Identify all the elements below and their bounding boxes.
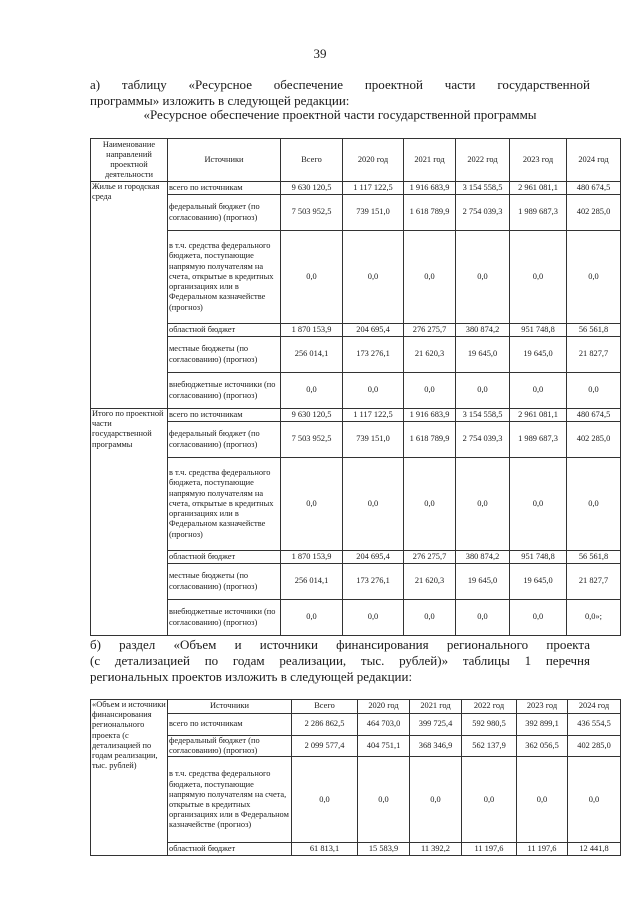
table-row [91, 564, 621, 600]
financing-table [90, 699, 621, 856]
value-cell: 21 827,7 [567, 564, 621, 600]
value-cell: 2 961 081,1 [510, 409, 567, 422]
value-cell: 61 813,1 [292, 843, 358, 856]
value-cell: 402 285,0 [568, 736, 621, 757]
value-cell: 276 275,7 [404, 324, 456, 337]
paragraph-line: региональных проектов изложить в следующей редакции: [90, 669, 413, 684]
value-cell: 480 674,5 [567, 409, 621, 422]
source-cell: областной бюджет [168, 843, 292, 856]
value-cell: 9 630 120,5 [281, 409, 343, 422]
value-cell: 204 695,4 [343, 324, 404, 337]
value-cell: 2 754 039,3 [456, 195, 510, 231]
value-cell: 173 276,1 [343, 564, 404, 600]
paragraph-line: а) таблицу «Ресурсное обеспечение проектной части государственной [90, 77, 590, 92]
value-cell: 0,0 [510, 600, 567, 636]
value-cell: 19 645,0 [456, 337, 510, 373]
source-cell: всего по источникам [168, 182, 281, 195]
column-header: 2021 год [410, 700, 462, 714]
column-header: 2024 год [567, 139, 621, 182]
value-cell: 256 014,1 [281, 564, 343, 600]
paragraph-b [90, 637, 590, 685]
value-cell: 0,0 [343, 231, 404, 324]
source-cell: местные бюджеты (по согласованию) (прогноз) [168, 337, 281, 373]
value-cell: 1 117 122,5 [343, 182, 404, 195]
table-row [91, 409, 621, 422]
value-cell: 1 870 153,9 [281, 551, 343, 564]
value-cell: 1 618 789,9 [404, 195, 456, 231]
value-cell: 1 618 789,9 [404, 422, 456, 458]
source-cell: областной бюджет [168, 551, 281, 564]
column-header: Источники [168, 139, 281, 182]
value-cell: 1 870 153,9 [281, 324, 343, 337]
column-header: 2021 год [404, 139, 456, 182]
value-cell: 11 392,2 [410, 843, 462, 856]
value-cell: 2 754 039,3 [456, 422, 510, 458]
value-cell: 402 285,0 [567, 195, 621, 231]
direction-cell: Итого по проектной части государственной программы [91, 409, 168, 636]
value-cell: 0,0 [343, 373, 404, 409]
value-cell: 1 916 683,9 [404, 409, 456, 422]
table-row [91, 324, 621, 337]
value-cell: 12 441,8 [568, 843, 621, 856]
value-cell: 739 151,0 [343, 422, 404, 458]
value-cell: 392 899,1 [517, 714, 568, 736]
value-cell: 0,0 [404, 231, 456, 324]
value-cell: 562 137,9 [462, 736, 517, 757]
source-cell: в т.ч. средства федерального бюджета, поступающие напрямую получателям на счета, открытые в кредитных организациях или в Федеральном казначействе (прогноз) [168, 231, 281, 324]
value-cell: 0,0»; [567, 600, 621, 636]
column-header: 2023 год [510, 139, 567, 182]
source-cell: областной бюджет [168, 324, 281, 337]
value-cell: 15 583,9 [358, 843, 410, 856]
resource-table [90, 138, 621, 636]
source-cell: в т.ч. средства федерального бюджета, поступающие напрямую получателям на счета, открытые в кредитных организациях или в Федеральном казначействе (прогноз) [168, 757, 292, 843]
value-cell: 402 285,0 [567, 422, 621, 458]
source-cell: внебюджетные источники (по согласованию) (прогноз) [168, 600, 281, 636]
table-row [91, 551, 621, 564]
value-cell: 56 561,8 [567, 324, 621, 337]
column-header: 2023 год [517, 700, 568, 714]
value-cell: 436 554,5 [568, 714, 621, 736]
source-cell: внебюджетные источники (по согласованию) (прогноз) [168, 373, 281, 409]
table-row [91, 714, 621, 736]
source-cell: всего по источникам [168, 714, 292, 736]
value-cell: 404 751,1 [358, 736, 410, 757]
value-cell: 0,0 [410, 757, 462, 843]
column-header: Всего [281, 139, 343, 182]
source-cell: местные бюджеты (по согласованию) (прогноз) [168, 564, 281, 600]
value-cell: 19 645,0 [456, 564, 510, 600]
table-caption: «Ресурсное обеспечение проектной части государственной программы [143, 107, 537, 122]
value-cell: 256 014,1 [281, 337, 343, 373]
value-cell: 0,0 [343, 458, 404, 551]
value-cell: 0,0 [404, 600, 456, 636]
table-row [91, 195, 621, 231]
paragraph-line: б) раздел «Объем и источники финансирования регионального проекта [90, 637, 590, 652]
value-cell: 21 620,3 [404, 564, 456, 600]
value-cell: 380 874,2 [456, 551, 510, 564]
value-cell: 0,0 [281, 458, 343, 551]
value-cell: 0,0 [292, 757, 358, 843]
value-cell: 739 151,0 [343, 195, 404, 231]
value-cell: 1 989 687,3 [510, 195, 567, 231]
value-cell: 3 154 558,5 [456, 409, 510, 422]
value-cell: 2 961 081,1 [510, 182, 567, 195]
value-cell: 0,0 [510, 231, 567, 324]
value-cell: 204 695,4 [343, 551, 404, 564]
table-row [91, 757, 621, 843]
value-cell: 362 056,5 [517, 736, 568, 757]
direction-cell: Жилье и городская среда [91, 182, 168, 409]
table-row [91, 231, 621, 324]
table-row [91, 600, 621, 636]
column-header: 2022 год [456, 139, 510, 182]
table-header-row [91, 700, 621, 714]
value-cell: 1 117 122,5 [343, 409, 404, 422]
value-cell: 173 276,1 [343, 337, 404, 373]
value-cell: 380 874,2 [456, 324, 510, 337]
column-header: Всего [292, 700, 358, 714]
column-header: 2022 год [462, 700, 517, 714]
paragraph-a [90, 77, 590, 109]
value-cell: 19 645,0 [510, 337, 567, 373]
column-header: 2020 год [358, 700, 410, 714]
value-cell: 0,0 [510, 373, 567, 409]
value-cell: 0,0 [281, 373, 343, 409]
value-cell: 592 980,5 [462, 714, 517, 736]
value-cell: 0,0 [462, 757, 517, 843]
value-cell: 0,0 [281, 231, 343, 324]
column-header: 2024 год [568, 700, 621, 714]
value-cell: 3 154 558,5 [456, 182, 510, 195]
value-cell: 11 197,6 [517, 843, 568, 856]
value-cell: 2 099 577,4 [292, 736, 358, 757]
value-cell: 9 630 120,5 [281, 182, 343, 195]
table-row [91, 337, 621, 373]
value-cell: 21 827,7 [567, 337, 621, 373]
value-cell: 7 503 952,5 [281, 422, 343, 458]
value-cell: 276 275,7 [404, 551, 456, 564]
page-number: 39 [313, 46, 327, 61]
column-header: 2020 год [343, 139, 404, 182]
value-cell: 0,0 [510, 458, 567, 551]
source-cell: федеральный бюджет (по согласованию) (прогноз) [168, 422, 281, 458]
section-label-cell: «Объем и источники финансирования регионального проекта (с детализацией по годам реализации, тыс. рублей) [91, 700, 168, 856]
value-cell: 0,0 [456, 600, 510, 636]
value-cell: 1 916 683,9 [404, 182, 456, 195]
paragraph-line: программы» изложить в следующей редакции: [90, 93, 350, 108]
table-row [91, 736, 621, 757]
value-cell: 0,0 [404, 458, 456, 551]
value-cell: 951 748,8 [510, 551, 567, 564]
value-cell: 0,0 [568, 757, 621, 843]
value-cell: 951 748,8 [510, 324, 567, 337]
table-row [91, 182, 621, 195]
value-cell: 0,0 [567, 231, 621, 324]
value-cell: 0,0 [456, 231, 510, 324]
table-row [91, 843, 621, 856]
value-cell: 0,0 [567, 373, 621, 409]
value-cell: 368 346,9 [410, 736, 462, 757]
value-cell: 0,0 [517, 757, 568, 843]
value-cell: 0,0 [281, 600, 343, 636]
value-cell: 0,0 [456, 373, 510, 409]
table-row [91, 373, 621, 409]
value-cell: 480 674,5 [567, 182, 621, 195]
table-row [91, 422, 621, 458]
value-cell: 0,0 [343, 600, 404, 636]
paragraph-line: (с детализацией по годам реализации, тыс. рублей)» таблицы 1 перечня [90, 653, 590, 668]
value-cell: 464 703,0 [358, 714, 410, 736]
value-cell: 0,0 [567, 458, 621, 551]
source-cell: в т.ч. средства федерального бюджета, поступающие напрямую получателям на счета, открытые в кредитных организациях или в Федеральном казначействе (прогноз) [168, 458, 281, 551]
value-cell: 0,0 [456, 458, 510, 551]
column-header: Источники [168, 700, 292, 714]
value-cell: 11 197,6 [462, 843, 517, 856]
table-header-row [91, 139, 621, 182]
value-cell: 399 725,4 [410, 714, 462, 736]
value-cell: 0,0 [404, 373, 456, 409]
value-cell: 2 286 862,5 [292, 714, 358, 736]
source-cell: федеральный бюджет (по согласованию) (прогноз) [168, 736, 292, 757]
value-cell: 0,0 [358, 757, 410, 843]
value-cell: 1 989 687,3 [510, 422, 567, 458]
source-cell: всего по источникам [168, 409, 281, 422]
value-cell: 7 503 952,5 [281, 195, 343, 231]
value-cell: 21 620,3 [404, 337, 456, 373]
source-cell: федеральный бюджет (по согласованию) (прогноз) [168, 195, 281, 231]
value-cell: 56 561,8 [567, 551, 621, 564]
column-header: Наименование направлений проектной деятельности [91, 139, 168, 182]
value-cell: 19 645,0 [510, 564, 567, 600]
table-row [91, 458, 621, 551]
